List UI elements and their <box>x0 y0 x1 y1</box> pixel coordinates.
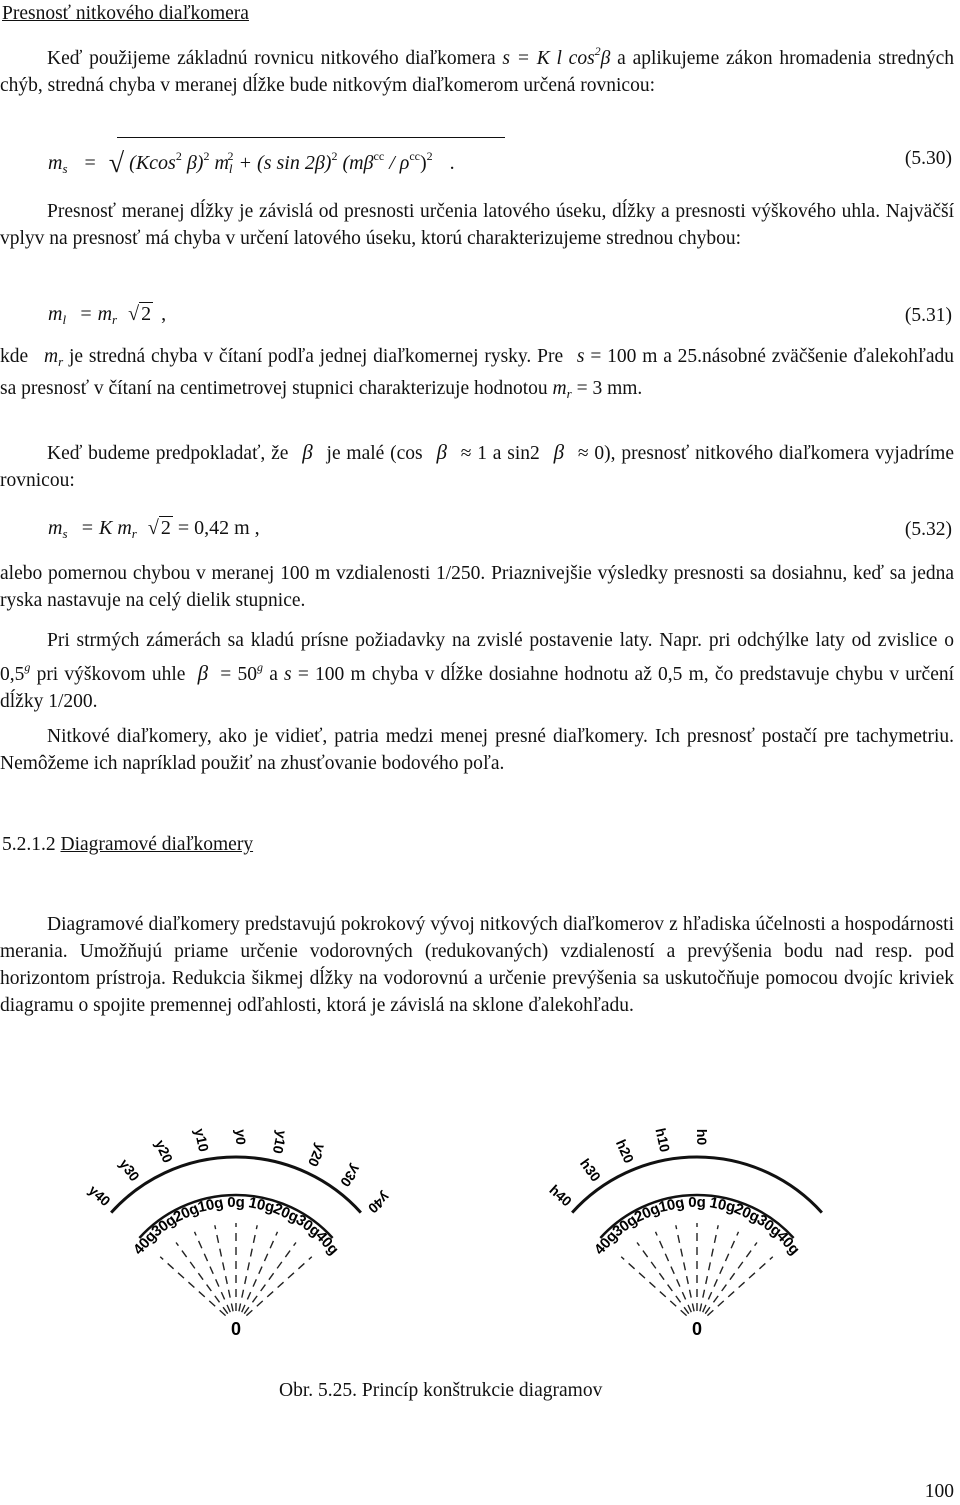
equation-5-30: $m_s$ = √ (Kcos$^2$ β)$^2$ $m_l^2 + (s$ sin 2β)$^2$ $(m\beta^{cc} / \rho^{cc})^2$ . <box>48 148 455 179</box>
left-diagram-inner-label: 20g <box>170 1200 202 1227</box>
paragraph-1: Keď použijeme základnú rovnicu nitkového diaľkomera s = K l $\cos^2\beta$ a aplikujeme zákon hromadenia stredných chýb, stredná chyba v meranej dĺžke bude nitkovým diaľkomerom určená rovnicou: <box>0 44 954 96</box>
subsection-heading: 5.2.1.2 Diagramové diaľkomery <box>2 834 254 855</box>
right-diagram-inner-label: 20g <box>731 1200 763 1227</box>
right-diagram-inner-label: 10g <box>657 1194 686 1217</box>
paragraph-8: Diagramové diaľkomery predstavujú pokrokový vývoj nitkových diaľkomerov z hľadiska účelnosti a hospodárnosti merania. Umožňujú priame určenie vodorovných (redukovaných) vzdialeností a prevýšenia bodu nad resp. pod horizontom prístroja. Redukcia šikmej dĺžky na vodorovnú a určenie prevýšenia sa uskutočňuje pomocou dvojíc kriviek diagramu o spojite premennej odľahlosti, ktorá je závislá na sklone ďalekohľadu. <box>0 914 954 1016</box>
right-diagram-inner-label: 40g <box>590 1227 621 1259</box>
diagram-figure <box>0 1080 960 1360</box>
paragraph-7: Nitkové diaľkomery, ako je vidieť, patria medzi menej presné diaľkomery. Ich presnosť postačí pre tachymetriu. Nemôžeme ich napríklad použiť na zhusťovanie bodového poľa. <box>0 726 954 774</box>
left-diagram-inner-label: 20g <box>270 1200 302 1227</box>
left-diagram-outer-label: y0 <box>233 1129 249 1145</box>
right-diagram-outer-label: h40 <box>546 1181 575 1210</box>
section-title: Presnosť nitkového diaľkomera <box>2 3 249 24</box>
paragraph-6: Pri strmých zámerách sa kladú prísne požiadavky na zvislé postavenie laty. Napr. pri odchýlke laty od zvislice o 0,5$^g$ pri výškovom uhle $\beta = 50^g$ a s = 100 m chyba v dĺžke dosiahne hodnotu až 0,5 m, čo predstavuje chybu v určení dĺžky 1/200. <box>0 630 955 712</box>
right-diagram-inner-label: 0g <box>688 1194 706 1211</box>
left-diagram-origin-label: 0 <box>230 1319 242 1339</box>
inline-formula: s = K l $\cos^2\beta$ <box>502 44 611 69</box>
left-diagram-inner-label: 0g <box>227 1194 245 1211</box>
left-diagram-outer-label: y20 <box>152 1137 177 1166</box>
right-diagram-outer-label: h0 <box>694 1128 710 1146</box>
left-diagram-ray <box>242 1232 278 1312</box>
right-diagram-inner-label: 30g <box>753 1211 785 1241</box>
left-diagram-inner-label: 30g <box>148 1211 180 1241</box>
left-diagram-inner-label: 40g <box>129 1227 160 1259</box>
paragraph-4: Keď budeme predpokladať, že β je malé (cos β ≈ 1 a sin2 β ≈ 0), presnosť nitkového diaľkomera vyjadríme rovnicou: <box>0 440 954 491</box>
left-diagram-outer-label: y10 <box>269 1129 291 1156</box>
right-diagram-ray <box>656 1232 692 1312</box>
equation-5-32: $m_s = K$ $m_r$ √ 2 = 0,42 m , <box>48 517 260 541</box>
left-diagram-inner-label: 30g <box>292 1211 324 1241</box>
right-diagram-outer-label: h30 <box>576 1155 605 1185</box>
right-diagram-ray <box>703 1232 739 1312</box>
left-diagram-inner-label: 40g <box>312 1227 343 1259</box>
left-diagram-outer-label: y40 <box>85 1181 114 1210</box>
paragraph-5: alebo pomernou chybou v meranej 100 m vzdialenosti 1/250. Priaznivejšie výsledky presnosti sa dosiahnu, keď sa jedna ryska nastavuje na celý dielik stupnice. <box>0 563 954 611</box>
left-diagram-outer-label: y30 <box>116 1155 143 1185</box>
left-diagram-outer-label: y40 <box>365 1189 394 1217</box>
page-number: 100 <box>924 1481 954 1502</box>
paragraph-3: kde $m_r$ je stredná chyba v čítaní podľa jednej diaľkomernej rysky. Pre s = 100 m a 25.násobné zväčšenie ďalekohľadu sa presnosť v čítaní na centimetrovej stupnici charakterizuje hodnotou $m_r = 3$ mm. <box>0 346 955 401</box>
figure-caption: Obr. 5.25. Princíp konštrukcie diagramov <box>279 1380 603 1401</box>
sqrt-bar <box>117 137 505 138</box>
equation-number: (5.30) <box>904 148 952 169</box>
left-diagram-outer-label: y20 <box>304 1141 330 1170</box>
right-diagram-inner-label: 20g <box>631 1200 663 1227</box>
paragraph-2: Presnosť meranej dĺžky je závislá od presnosti určenia latového úseku, dĺžky a presnosti výškového uhla. Najväčší vplyv na presnosť má chyba v určení latového úseku, ktorú charakterizujeme strednou chybou: <box>0 201 954 249</box>
right-diagram-inner-label: 30g <box>609 1211 641 1241</box>
right-diagram-inner-label: 10g <box>708 1194 737 1217</box>
left-diagram-ray <box>195 1232 231 1312</box>
right-diagram-outer-label: h10 <box>652 1126 674 1154</box>
right-diagram <box>546 1127 822 1339</box>
right-diagram-outer-label: h20 <box>612 1136 638 1166</box>
left-diagram <box>86 1127 393 1339</box>
left-diagram-inner-label: 10g <box>247 1194 276 1217</box>
right-diagram-origin-label: 0 <box>691 1319 703 1339</box>
equation-number: (5.31) <box>904 305 952 326</box>
left-diagram-outer-label: y30 <box>337 1161 364 1190</box>
left-diagram-outer-label: y10 <box>191 1126 213 1154</box>
equation-number: (5.32) <box>904 519 952 540</box>
equation-5-31: $m_l = m_r$ √ 2 , <box>48 303 167 327</box>
right-diagram-inner-label: 40g <box>773 1227 804 1259</box>
left-diagram-inner-label: 10g <box>196 1194 225 1217</box>
